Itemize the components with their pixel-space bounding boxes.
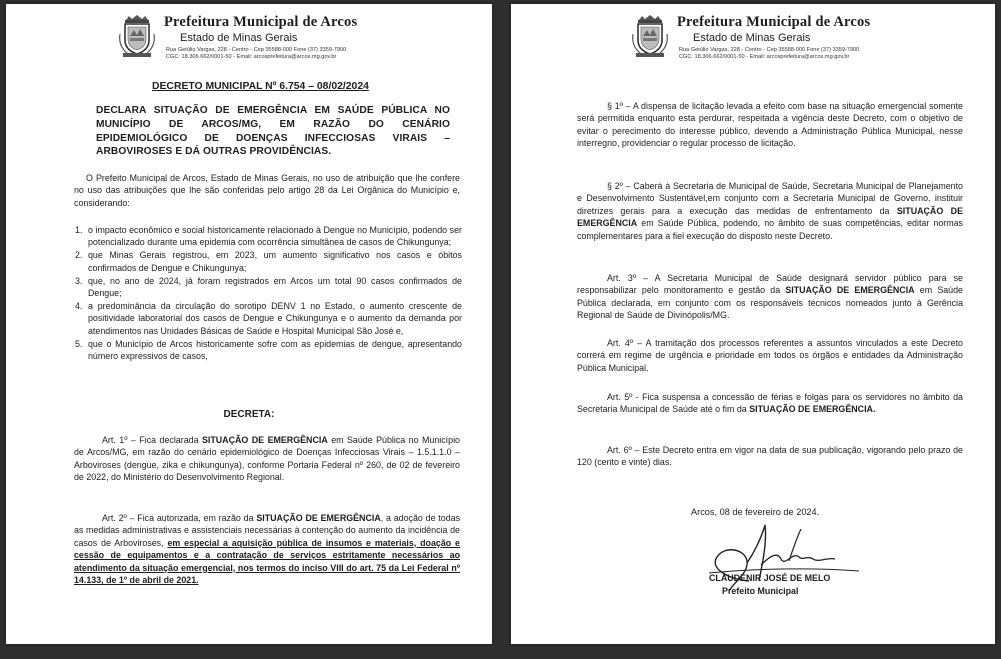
paragraph-2: § 2º – Caberá à Secretaria de Municipal de Saúde, Secretaria Municipal de Planejamento e Desenvolvimento Sustentável,em conjunto com a Secretaria Municipal de Governo, instituir diretrizes gerais para a execução das medidas de enfrentamento da SITUAÇÃO DE EMERGÊNCIA em Saúde Pública, podendo, no âmbito de suas competências, editar normas complementares para a fiel execução do disposto neste Decreto.: [577, 181, 963, 241]
decree-page-2: [511, 4, 995, 644]
article-5: Art. 5º - Fica suspensa a concessão de férias e folgas para os servidores no âmbito da Secretaria Municipal de Saúde até o fim da SITUAÇÃO DE EMERGÊNCIA.: [577, 392, 963, 415]
letterhead-title: Prefeitura Municipal de Arcos: [677, 14, 871, 30]
list-item: 1. o impacto econômico e social historicamente relacionado à Dengue no Município, podendo ser potencializado durante uma epidemia com ocorrência simultânea de casos de Chikungunya;: [75, 225, 462, 248]
list-item: 3. que, no ano de 2024, já foram registrados em Arcos um total 90 casos confirmados de Dengue;: [75, 275, 462, 299]
letterhead-contact: CGC: 18.306.662/0001-50 - Email: arcosprefeitura@arcos.mg.gov.br: [166, 54, 337, 60]
letterhead-address: Rua Getúlio Vargas, 228 - Centro - Cep 35588-000 Fone (37) 3359-7900: [679, 47, 860, 53]
list-item: 2. que Minas Gerais registrou, em 2023, um aumento significativo nos casos e óbitos confirmados de Dengue e Chikungunya;: [75, 250, 462, 273]
paragraph-1: § 1º – A dispensa de licitação levada a efeito com base na situação emergencial somente será permitida enquanto esta perdurar, respeitada a vigência deste Decreto, com o objetivo de evitar o perecimento do interesse público, devendo a Administração Pública Municipal, nesse interregno, providenciar o regular processo de licitação.: [577, 101, 963, 149]
letterhead-title: Prefeitura Municipal de Arcos: [164, 14, 358, 30]
letterhead-address: Rua Getúlio Vargas, 228 - Centro - Cep 35588-000 Fone (37) 3359-7900: [166, 47, 347, 53]
decree-summary: DECLARA SITUAÇÃO DE EMERGÊNCIA EM SAÚDE PÚBLICA NO MUNICÍPIO DE ARCOS/MG, EM RAZÃO DO CENÁRIO EPIDEMIOLÓGICO DE DOENÇAS INFECCIOSAS VIRAIS – ARBOVIROSES E DÁ OUTRAS PROVIDÊNCIAS.: [96, 105, 450, 158]
signer-name: CLAUDENIR JOSÉ DE MELO: [709, 573, 831, 583]
article-1: Art. 1º – Fica declarada SITUAÇÃO DE EMERGÊNCIA em Saúde Pública no Município de Arcos/MG, em razão do cenário epidemiológico de Doenças Infecciosas Virais – 1.5.1.1.0 – Arboviroses (dengue, zika e chikungunya), conforme Portaria Federal nº 260, de 02 de fevereiro de 2022, do Ministério do Desenvolvimento Regional.: [74, 435, 460, 483]
considerations-list: [75, 224, 462, 363]
signer-role: Prefeito Municipal: [722, 586, 799, 596]
decree-page-1: [6, 4, 492, 644]
article-2: Art. 2º – Fica autorizada, em razão da SITUAÇÃO DE EMERGÊNCIA, a adoção de todas as medidas administrativas e assistenciais necessárias à contenção do aumento da incidência de casos de Arboviroses, em especial a aquisição pública de insumos e materiais, doação e cessão de equipamentos e a contratação de serviços estritamente necessários ao atendimento da situação emergencial, nos termos do inciso VIII do art. 75 da Lei Federal nº 14.133, de 1º de abril de 2021.: [74, 513, 461, 586]
letterhead-subtitle: Estado de Minas Gerais: [180, 32, 298, 44]
municipal-coat-of-arms-icon: [118, 14, 156, 58]
preamble: O Prefeito Municipal de Arcos, Estado de Minas Gerais, no uso de atribuição que lhe confere no uso das atribuições que lhe são conferidas pelo artigo 28 da Lei Orgânica do Município e, considerando:: [74, 173, 460, 208]
decreta-heading: DECRETA:: [223, 409, 275, 420]
list-item: 5. que o Município de Arcos historicamente sofre com as epidemias de dengue, apresentando número expressivos de casos,: [75, 338, 462, 362]
article-3: Art. 3º – A Secretaria Municipal de Saúde designará servidor público para se responsabilizar pelo monitoramento e gestão da SITUAÇÃO DE EMERGÊNCIA em Saúde Pública declarada, em conjunto com os responsáveis técnicos nomeados junto à Gerência Regional de Saúde de Divinópolis/MG.: [577, 273, 963, 321]
signature-date: Arcos, 08 de fevereiro de 2024.: [691, 507, 820, 517]
letterhead-contact: CGC: 18.306.662/0001-50 - Email: arcosprefeitura@arcos.mg.gov.br: [679, 54, 850, 60]
decree-title: DECRETO MUNICIPAL Nº 6.754 – 08/02/2024: [152, 81, 369, 92]
list-item: 4. a predominância da circulação do sorotipo DENV 1 no Estado, o aumento crescente de positividade laboratorial dos casos de Dengue e Chikungunya e o aumento da demanda por atendimentos nas Unidades Básicas de Saúde e Hospital Municipal São José e,: [75, 300, 462, 336]
article-4: Art. 4º – A tramitação dos processos referentes a assuntos vinculados a este Decreto correrá em regime de urgência e prioridade em todos os órgãos e entidades da Administração Pública Municipal.: [577, 338, 963, 373]
municipal-coat-of-arms-icon: [631, 14, 669, 58]
article-6: Art. 6º – Este Decreto entra em vigor na data de sua publicação, vigorando pelo prazo de 120 (cento e vinte) dias.: [577, 445, 963, 468]
letterhead-subtitle: Estado de Minas Gerais: [693, 32, 811, 44]
